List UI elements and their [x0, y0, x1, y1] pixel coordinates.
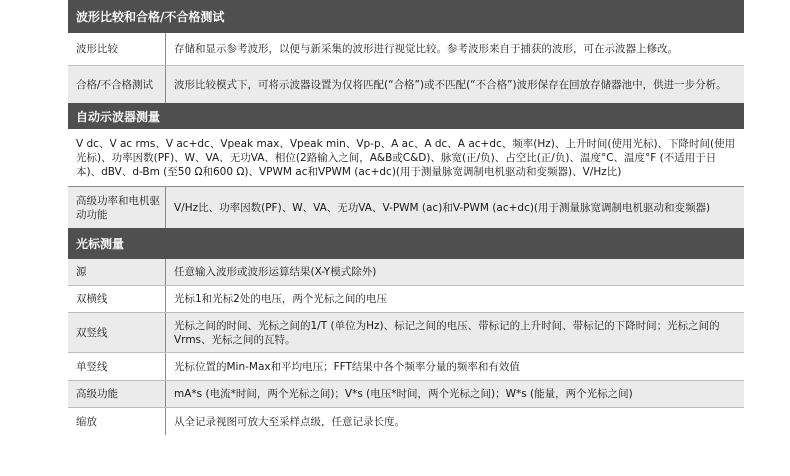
- section-title: 波形比较和合格/不合格测试: [76, 10, 225, 24]
- row-label: 单竖线: [68, 353, 166, 380]
- row-value: 光标1和光标2处的电压，两个光标之间的电压: [174, 293, 387, 305]
- measurement-list: V dc、V ac rms、V ac+dc、Vpeak max、Vpeak min、Vp-p、A ac、A dc、A ac+dc、频率(Hz)、上升时间(使用光标)、下降时间(使用光标)、功率因数(PF)、W、VA、无功VA、相位(2路输入之间，A&B或C&D)、脉宽(正/负)、占空比(正/负)、温度°C、温度°F (不适用于日本)、dBV、d-Bm (至50 Ω和600 Ω)、VPWM ac和VPWM (ac+dc)(用于测量脉宽调制电机驱动和变频器)、V/Hz比): [76, 137, 736, 178]
- section-header-auto-measure: [68, 103, 744, 129]
- section-header-waveform-compare: [68, 0, 744, 33]
- table-row: [68, 33, 744, 65]
- row-label: 高级功率和电机驱动功能: [68, 187, 166, 228]
- spec-table: [68, 0, 744, 435]
- table-row: [68, 186, 744, 228]
- section-title: 光标测量: [76, 237, 125, 251]
- table-row: [68, 65, 744, 103]
- row-label: 缩放: [68, 408, 166, 435]
- row-label: 合格/不合格测试: [68, 66, 166, 103]
- row-label: 高级功能: [68, 381, 166, 407]
- table-row: [68, 259, 744, 285]
- row-value: 光标位置的Min-Max和平均电压；FFT结果中各个频率分量的频率和有效值: [174, 360, 520, 373]
- table-row: [68, 380, 744, 407]
- section-header-cursor-measure: [68, 228, 744, 259]
- row-value: mA*s (电流*时间，两个光标之间)；V*s (电压*时间，两个光标之间)；W*s (能量，两个光标之间): [174, 388, 633, 400]
- row-label: 双竖线: [68, 313, 166, 352]
- row-value: 光标之间的时间、光标之间的1/T (单位为Hz)、标记之间的电压、带标记的上升时间、带标记的下降时间；光标之间的Vrms、光标之间的瓦特。: [174, 319, 720, 346]
- table-row: [68, 352, 744, 380]
- table-row: [68, 285, 744, 312]
- row-value: V/Hz比、功率因数(PF)、W、VA、无功VA、V-PWM (ac)和V-PWM (ac+dc)(用于测量脉宽调制电机驱动和变频器): [174, 201, 711, 214]
- row-label: 源: [68, 259, 166, 285]
- row-value: 从全记录视图可放大至采样点级，任意记录长度。: [174, 415, 405, 428]
- table-row: [68, 312, 744, 352]
- row-value: 存储和显示参考波形，以便与新采集的波形进行视觉比较。参考波形来自于捕获的波形，可在示波器上修改。: [174, 43, 678, 55]
- row-label: 双横线: [68, 286, 166, 312]
- table-row: [68, 407, 744, 435]
- section-title: 自动示波器测量: [76, 109, 161, 124]
- row-label: 波形比较: [68, 33, 166, 65]
- row-value: 任意输入波形或波形运算结果(X-Y模式除外): [174, 266, 377, 278]
- row-value: 波形比较模式下，可将示波器设置为仅将匹配(“合格”)或不匹配(“不合格”)波形保存在回放存储器池中，供进一步分析。: [174, 78, 727, 91]
- full-width-row: [68, 129, 744, 186]
